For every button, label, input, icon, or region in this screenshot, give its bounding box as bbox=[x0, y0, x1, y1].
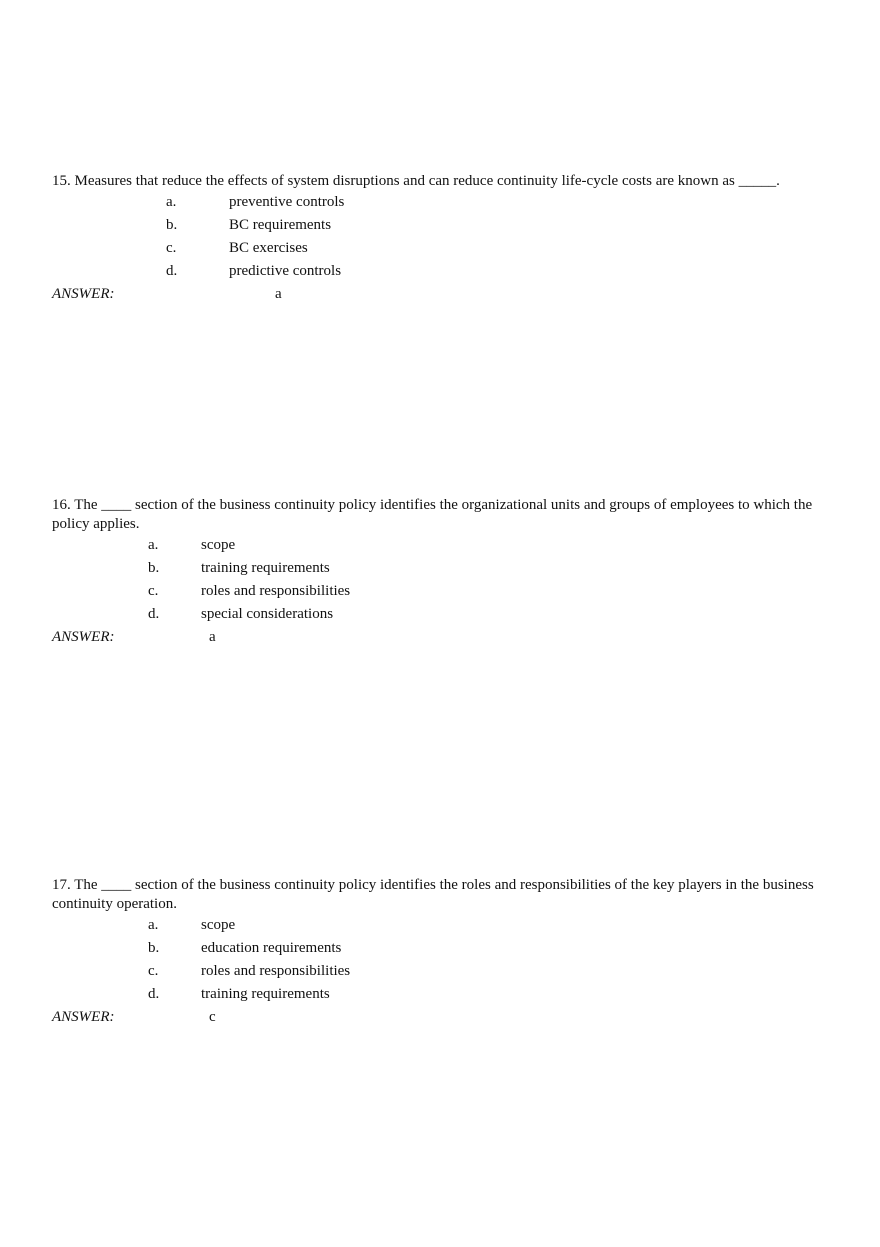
option-text: BC exercises bbox=[229, 240, 308, 256]
option-text: roles and responsibilities bbox=[201, 963, 351, 979]
option-letter: c. bbox=[148, 583, 159, 599]
option-letter: d. bbox=[148, 986, 160, 1002]
option-letter: a. bbox=[166, 194, 177, 210]
option-letter: b. bbox=[148, 560, 160, 576]
option-letter: d. bbox=[148, 606, 160, 622]
option-b bbox=[52, 557, 842, 580]
option-letter: b. bbox=[166, 217, 178, 233]
option-d bbox=[52, 260, 842, 283]
question-17 bbox=[52, 876, 842, 1029]
option-letter: b. bbox=[148, 940, 160, 956]
option-a bbox=[52, 914, 842, 937]
option-text: preventive controls bbox=[229, 194, 345, 210]
question-16 bbox=[52, 496, 842, 649]
option-a bbox=[52, 191, 842, 214]
answer-label: ANSWER: bbox=[52, 286, 115, 302]
question-stem: 17. The ____ section of the business continuity policy identifies the roles and responsibilities of the key players in the business continuity operation. bbox=[52, 877, 814, 912]
option-text: scope bbox=[201, 917, 236, 933]
question-15 bbox=[52, 172, 842, 306]
option-c bbox=[52, 580, 842, 603]
option-c bbox=[52, 960, 842, 983]
question-stem: 15. Measures that reduce the effects of system disruptions and can reduce continuity life-cycle costs are known as _____. bbox=[52, 173, 780, 189]
option-text: education requirements bbox=[201, 940, 342, 956]
option-text: training requirements bbox=[201, 560, 330, 576]
answer-value: a bbox=[275, 286, 282, 302]
option-text: scope bbox=[201, 537, 236, 553]
option-b bbox=[52, 937, 842, 960]
answer-row bbox=[52, 1006, 842, 1029]
answer-value: a bbox=[209, 629, 216, 645]
option-a bbox=[52, 534, 842, 557]
option-text: BC requirements bbox=[229, 217, 332, 233]
option-text: predictive controls bbox=[229, 263, 342, 279]
option-c bbox=[52, 237, 842, 260]
answer-value: c bbox=[209, 1009, 216, 1025]
option-d bbox=[52, 603, 842, 626]
option-letter: a. bbox=[148, 537, 159, 553]
option-text: training requirements bbox=[201, 986, 330, 1002]
answer-row bbox=[52, 626, 842, 649]
answer-label: ANSWER: bbox=[52, 629, 115, 645]
option-text: special considerations bbox=[201, 606, 334, 622]
option-d bbox=[52, 983, 842, 1006]
option-b bbox=[52, 214, 842, 237]
option-letter: c. bbox=[166, 240, 177, 256]
option-letter: d. bbox=[166, 263, 178, 279]
option-letter: a. bbox=[148, 917, 159, 933]
answer-row bbox=[52, 283, 842, 306]
answer-label: ANSWER: bbox=[52, 1009, 115, 1025]
option-text: roles and responsibilities bbox=[201, 583, 351, 599]
option-letter: c. bbox=[148, 963, 159, 979]
question-stem: 16. The ____ section of the business continuity policy identifies the organizational units and groups of employees to which the policy applies. bbox=[52, 497, 813, 532]
